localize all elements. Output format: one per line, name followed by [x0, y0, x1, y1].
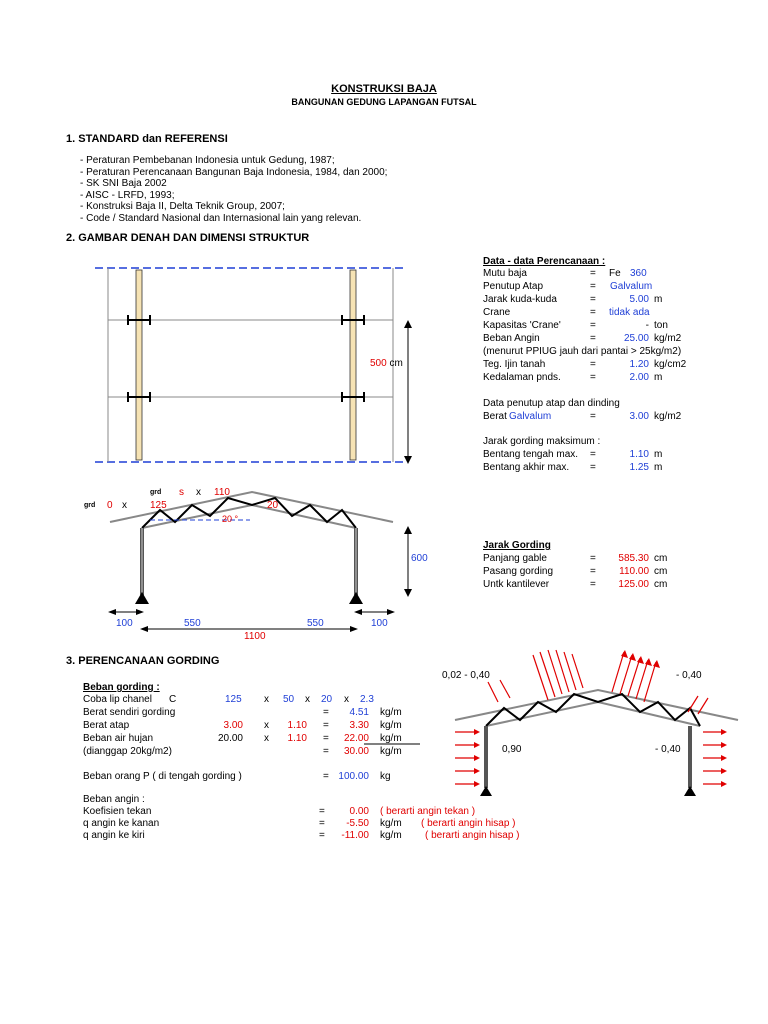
truss-angle: 20 °: [222, 514, 239, 524]
row-angin-kanan: q angin ke kanan = -5.50 kg/m ( berarti angin hisap ): [83, 818, 516, 829]
data-row-angin: Beban Angin = 25.00 kg/m2: [483, 333, 682, 344]
page-subtitle: BANGUNAN GEDUNG LAPANGAN FUTSAL: [291, 97, 477, 107]
list-item: - Peraturan Perencanaan Bangunan Baja Indonesia, 1984, dan 2000;: [80, 166, 388, 178]
wind-coef-2: - 0,40: [676, 670, 702, 681]
truss-20-right: 20: [267, 500, 279, 511]
data-row-kapasitas: Kapasitas 'Crane' = - ton: [483, 320, 668, 331]
data-row-jarak: Jarak kuda-kuda = 5.00 m: [483, 294, 663, 305]
section1-heading: 1. STANDARD dan REFERENSI: [66, 133, 228, 145]
truss-height: 600: [411, 553, 428, 564]
truss-grd-top: grd: [150, 489, 162, 496]
wind-coef-3: 0,90: [502, 744, 522, 755]
data-row-kedalaman: Kedalaman pnds. = 2.00 m: [483, 372, 663, 383]
data-title: Data - data Perencanaan :: [483, 256, 606, 267]
data-row-mutu: Mutu baja = Fe 360: [483, 268, 647, 279]
row-dianggap: (dianggap 20kg/m2) = 30.00 kg/m: [83, 746, 402, 757]
dim-100-left: 100: [116, 618, 133, 629]
coba-row: Coba lip chanel C 125 x 50 x 20 x 2.3: [83, 694, 374, 705]
truss-zero: 0: [107, 500, 113, 511]
truss-x2: x: [196, 487, 201, 498]
plan-dim-unit: cm: [389, 358, 403, 369]
jarak-row-pasang: Pasang gording = 110.00 cm: [483, 566, 668, 577]
plan-dimension: [370, 358, 403, 369]
data-row-crane: Crane = tidak ada: [483, 307, 650, 318]
row-air-hujan: Beban air hujan 20.00 x 1.10 = 22.00 kg/m: [83, 733, 402, 744]
truss-x1: x: [122, 500, 127, 511]
section3-heading: 3. PERENCANAAN GORDING: [66, 655, 220, 667]
jarak-row-gable: Panjang gable = 585.30 cm: [483, 553, 668, 564]
truss-elevation: [108, 492, 412, 632]
truss-s: s: [179, 487, 184, 498]
row-angin-kiri: q angin ke kiri = -11.00 kg/m ( berarti angin hisap ): [83, 830, 520, 841]
gording-row-akhir: Bentang akhir max. = 1.25 m: [483, 462, 663, 473]
list-item: - SK SNI Baja 2002: [80, 178, 167, 189]
row-beban-orang: Beban orang P ( di tengah gording ) = 100.00 kg: [83, 771, 391, 782]
cover-row: Berat Galvalum = 3.00 kg/m2: [483, 411, 682, 422]
wind-coef-1: 0,02 - 0,40: [442, 670, 490, 681]
data-row-tanah: Teg. Ijin tanah = 1.20 kg/cm2: [483, 359, 687, 370]
beban-angin-title: Beban angin :: [83, 794, 145, 805]
truss-110: 110: [214, 487, 230, 498]
list-item: - Code / Standard Nasional dan Internasional lain yang relevan.: [80, 212, 362, 224]
row-berat-sendiri: Berat sendiri gording = 4.51 kg/m: [83, 707, 402, 718]
gording-title: Jarak gording maksimum :: [483, 436, 601, 447]
list-item: - AISC - LRFD, 1993;: [80, 189, 175, 201]
gording-row-tengah: Bentang tengah max. = 1.10 m: [483, 449, 663, 460]
truss-125: 125: [150, 500, 167, 511]
row-koefisien: Koefisien tekan = 0.00 ( berarti angin tekan ): [83, 806, 476, 817]
cover-title: Data penutup atap dan dinding: [483, 398, 620, 409]
row-berat-atap: Berat atap 3.00 x 1.10 = 3.30 kg/m: [83, 720, 402, 731]
data-note: (menurut PPIUG jauh dari pantai > 25kg/m2): [483, 346, 682, 357]
list-item: - Konstruksi Baja II, Delta Teknik Group, 2007;: [80, 201, 285, 212]
dim-550-right: 550: [307, 618, 324, 629]
list-item: - Peraturan Pembebanan Indonesia untuk Gedung, 1987;: [80, 155, 335, 166]
dim-1100: 1100: [244, 631, 266, 642]
section2-heading: 2. GAMBAR DENAH DAN DIMENSI STRUKTUR: [66, 232, 310, 244]
plan-dim-value: 500: [370, 358, 387, 369]
data-row-penutup: Penutup Atap = Galvalum: [483, 281, 653, 292]
jarak-row-kantilever: Untk kantilever = 125.00 cm: [483, 579, 668, 590]
page-title: KONSTRUKSI BAJA: [331, 83, 437, 95]
dim-100-right: 100: [371, 618, 388, 629]
plan-view: [95, 268, 412, 464]
jarak-gording-title: Jarak Gording: [483, 540, 551, 551]
beban-gording-title: Beban gording :: [83, 682, 160, 693]
truss-grd-left: grd: [84, 502, 96, 509]
wind-coef-4: - 0,40: [655, 744, 681, 755]
dim-550-left: 550: [184, 618, 201, 629]
